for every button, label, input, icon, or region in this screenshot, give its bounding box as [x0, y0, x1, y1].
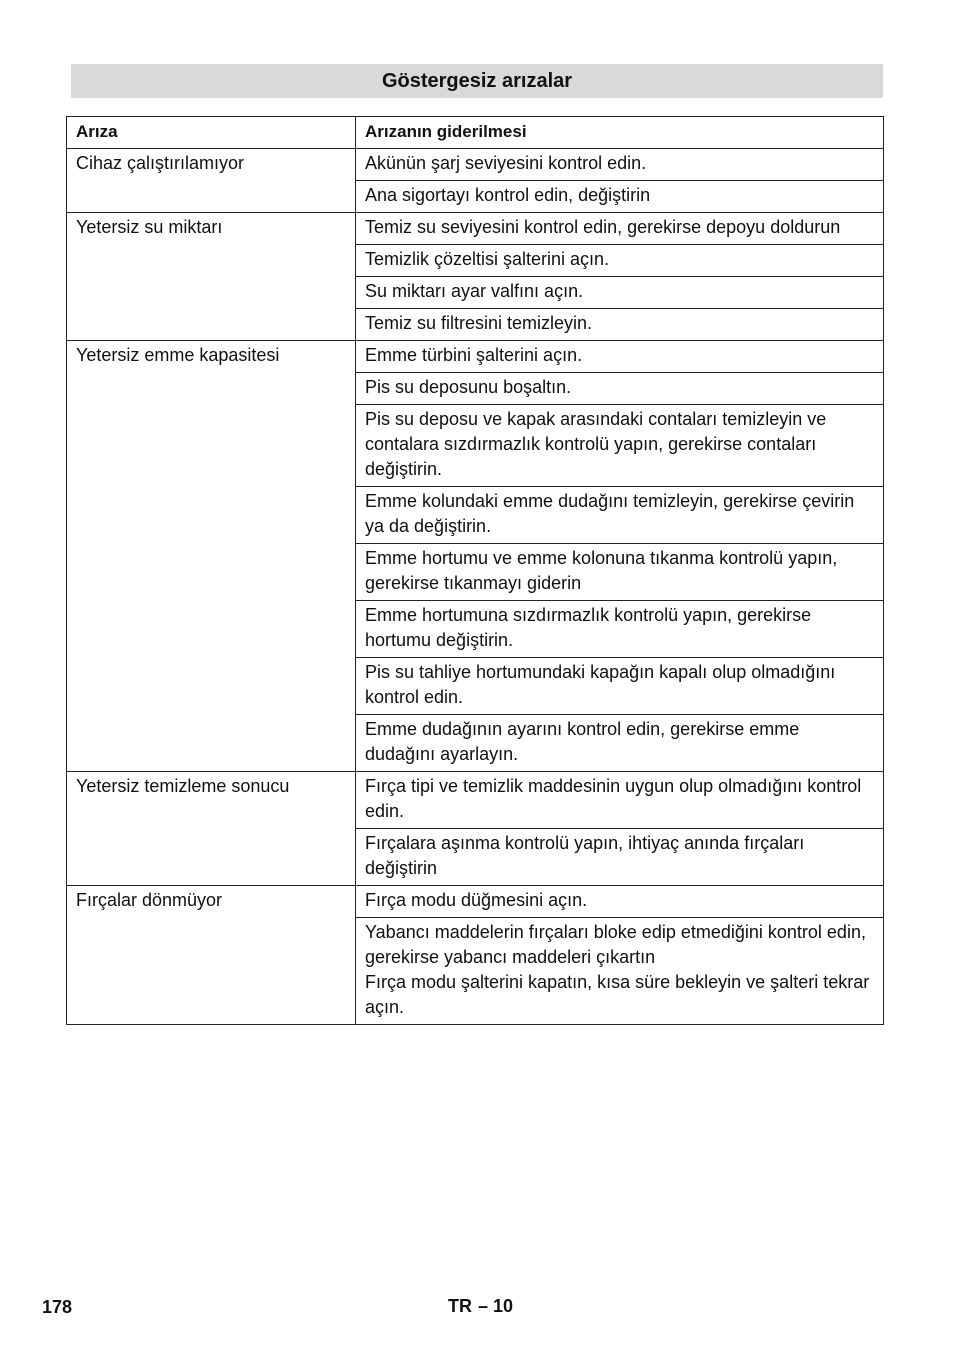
- remedy-cell: Ana sigortayı kontrol edin, değiştirin: [356, 181, 884, 213]
- remedy-cell: Emme türbini şalterini açın.: [356, 341, 884, 373]
- fault-cell: Cihaz çalıştırılamıyor: [67, 149, 356, 213]
- remedy-cell: Temiz su seviyesini kontrol edin, gerekirse depoyu doldurun: [356, 213, 884, 245]
- remedy-cell: Pis su deposunu boşaltın.: [356, 373, 884, 405]
- remedy-cell-multi: [356, 918, 884, 1025]
- remedy-cell: Fırça modu düğmesini açın.: [356, 886, 884, 918]
- remedy-cell: Temiz su filtresini temizleyin.: [356, 309, 884, 341]
- fault-cell: Yetersiz su miktarı: [67, 213, 356, 341]
- fault-cell: Yetersiz emme kapasitesi: [67, 341, 356, 772]
- table-row: [67, 341, 884, 373]
- remedy-cell: Fırça tipi ve temizlik maddesinin uygun olup olmadığını kontrol edin.: [356, 772, 884, 829]
- remedy-cell: Su miktarı ayar valfını açın.: [356, 277, 884, 309]
- table-row: [67, 772, 884, 829]
- remedy-cell: Temizlik çözeltisi şalterini açın.: [356, 245, 884, 277]
- section-title: [71, 64, 883, 98]
- fault-cell: Fırçalar dönmüyor: [67, 886, 356, 1025]
- remedy-cell: Pis su tahliye hortumundaki kapağın kapalı olup olmadığını kontrol edin.: [356, 658, 884, 715]
- remedy-cell: Pis su deposu ve kapak arasındaki contaları temizleyin ve contalara sızdırmazlık kontrolü yapın, gerekirse contaları değiştirin.: [356, 405, 884, 487]
- remedy-line: Yabancı maddelerin fırçaları bloke edip etmediğini kontrol edin, gerekirse yabancı maddeleri çıkartın: [365, 922, 866, 967]
- remedy-cell: Akünün şarj seviyesini kontrol edin.: [356, 149, 884, 181]
- remedy-cell: Fırçalara aşınma kontrolü yapın, ihtiyaç anında fırçaları değiştirin: [356, 829, 884, 886]
- header-fault: Arıza: [67, 117, 356, 149]
- table-row: [67, 149, 884, 181]
- table-header-row: [67, 117, 884, 149]
- table-row: [67, 886, 884, 918]
- footer-language-page: [448, 1296, 513, 1317]
- remedy-cell: Emme hortumu ve emme kolonuna tıkanma kontrolü yapın, gerekirse tıkanmayı giderin: [356, 544, 884, 601]
- remedy-line: Fırça modu şalterini kapatın, kısa süre bekleyin ve şalteri tekrar açın.: [365, 972, 870, 1017]
- sub-page-number: – 10: [478, 1296, 514, 1316]
- fault-table: [66, 116, 884, 1025]
- page-number: 178: [42, 1297, 73, 1317]
- header-remedy: Arızanın giderilmesi: [356, 117, 884, 149]
- remedy-cell: Emme kolundaki emme dudağını temizleyin, gerekirse çevirin ya da değiştirin.: [356, 487, 884, 544]
- fault-cell: Yetersiz temizleme sonucu: [67, 772, 356, 886]
- table-row: [67, 213, 884, 245]
- section-title-text: Göstergesiz arızalar: [381, 69, 573, 92]
- remedy-cell: Emme hortumuna sızdırmazlık kontrolü yapın, gerekirse hortumu değiştirin.: [356, 601, 884, 658]
- language-code: TR: [448, 1296, 472, 1316]
- remedy-cell: Emme dudağının ayarını kontrol edin, gerekirse emme dudağını ayarlayın.: [356, 715, 884, 772]
